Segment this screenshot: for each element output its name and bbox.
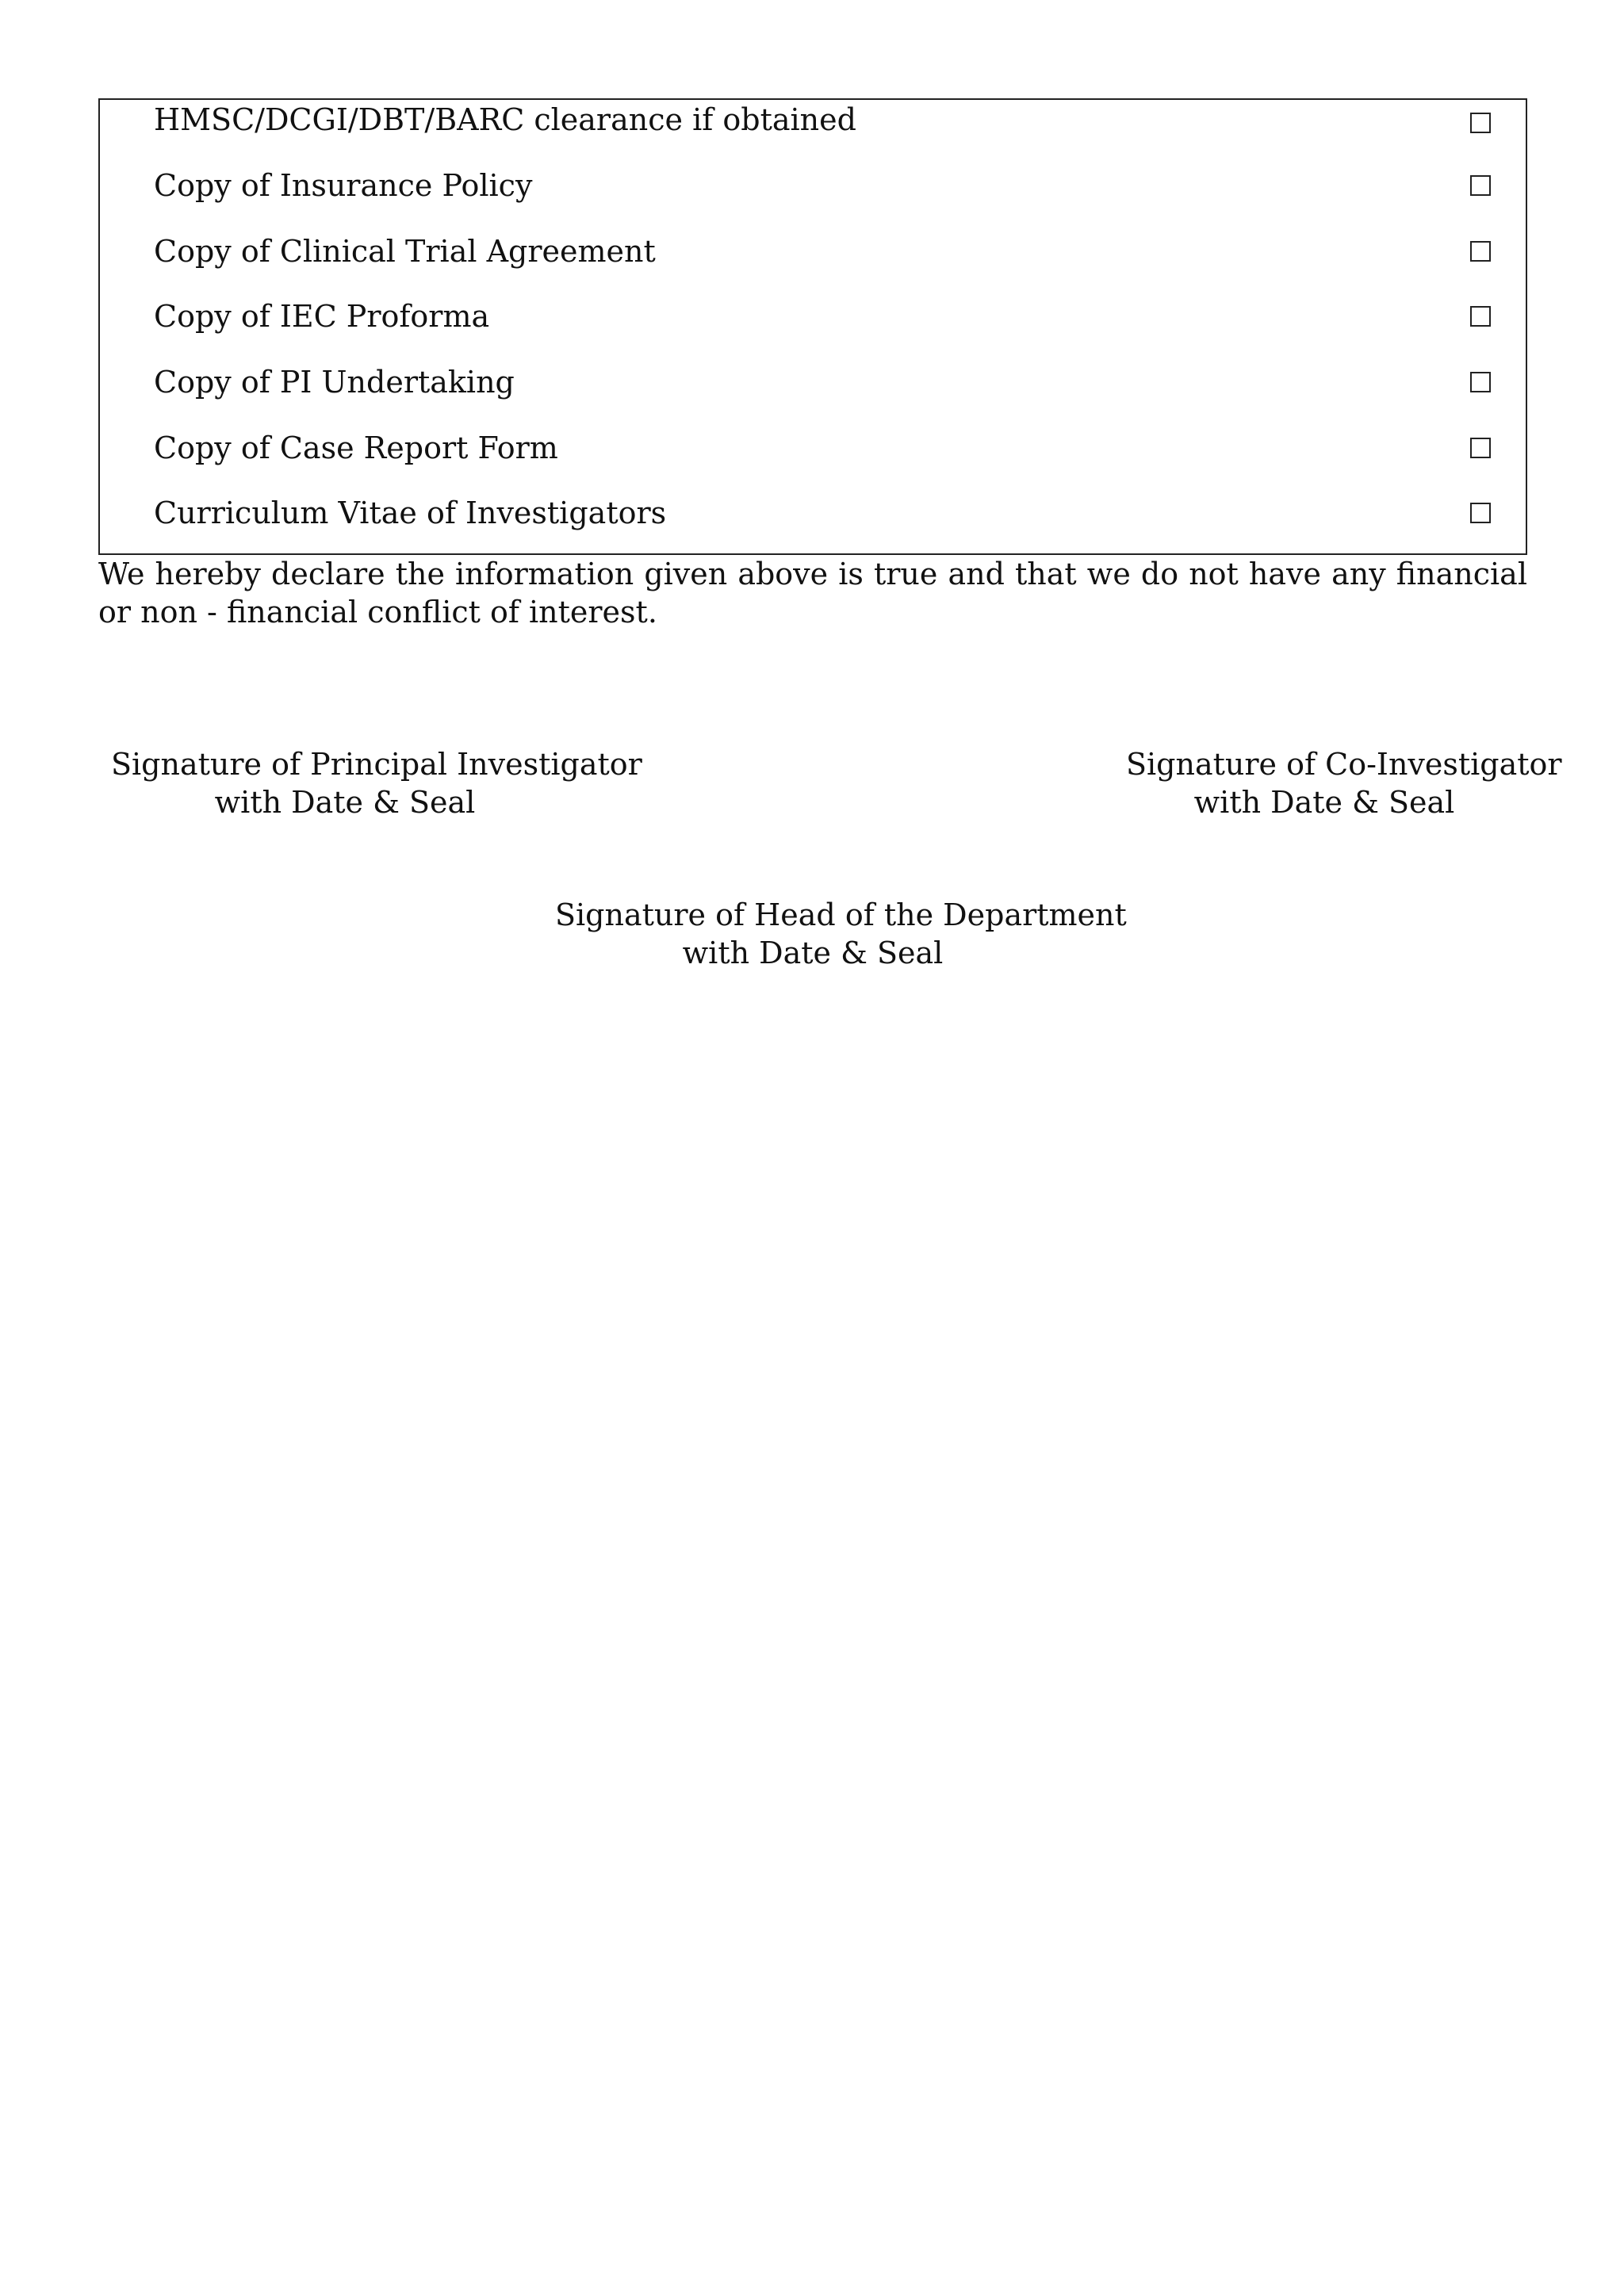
checklist-item-clearance xyxy=(100,100,1526,147)
signature-co-investigator xyxy=(1126,745,1562,821)
document-checklist xyxy=(98,98,1527,555)
signature-subtitle: with Date & Seal xyxy=(1193,785,1455,820)
signature-title: Signature of Head of the Department xyxy=(555,897,1127,932)
checklist-item-label: HMSC/DCGI/DBT/BARC clearance if obtained xyxy=(154,102,856,137)
checklist-item-insurance-policy xyxy=(100,166,1526,213)
checkbox[interactable] xyxy=(1470,372,1491,392)
checklist-item-pi-undertaking xyxy=(100,362,1526,410)
checklist-item-label: Copy of IEC Proforma xyxy=(154,299,490,334)
checklist-item-label: Copy of Clinical Trial Agreement xyxy=(154,234,656,269)
signature-subtitle: with Date & Seal xyxy=(682,936,944,970)
checklist-item-iec-proforma xyxy=(100,297,1526,344)
signature-subtitle: with Date & Seal xyxy=(214,785,476,820)
checklist-item-label: Curriculum Vitae of Investigators xyxy=(154,496,667,530)
checkbox[interactable] xyxy=(1470,438,1491,458)
checklist-item-clinical-trial-agreement xyxy=(100,232,1526,279)
signature-title: Signature of Principal Investigator xyxy=(111,747,642,782)
signature-title: Signature of Co-Investigator xyxy=(1126,747,1562,782)
checklist-item-label: Copy of Insurance Policy xyxy=(154,168,533,203)
signature-principal-investigator xyxy=(111,745,642,821)
declaration-text: We hereby declare the information given above is true and that we do not have any financial or non - financial conflict of interest. xyxy=(98,557,1527,629)
checkbox[interactable] xyxy=(1470,306,1491,327)
checkbox[interactable] xyxy=(1470,241,1491,262)
checkbox[interactable] xyxy=(1470,503,1491,523)
checkbox[interactable] xyxy=(1470,113,1491,133)
checklist-item-case-report-form xyxy=(100,428,1526,476)
checklist-item-curriculum-vitae xyxy=(100,493,1526,541)
checklist-item-label: Copy of PI Undertaking xyxy=(154,365,515,400)
checkbox[interactable] xyxy=(1470,175,1491,196)
signature-head-of-department xyxy=(555,896,1127,972)
checklist-item-label: Copy of Case Report Form xyxy=(154,430,558,465)
